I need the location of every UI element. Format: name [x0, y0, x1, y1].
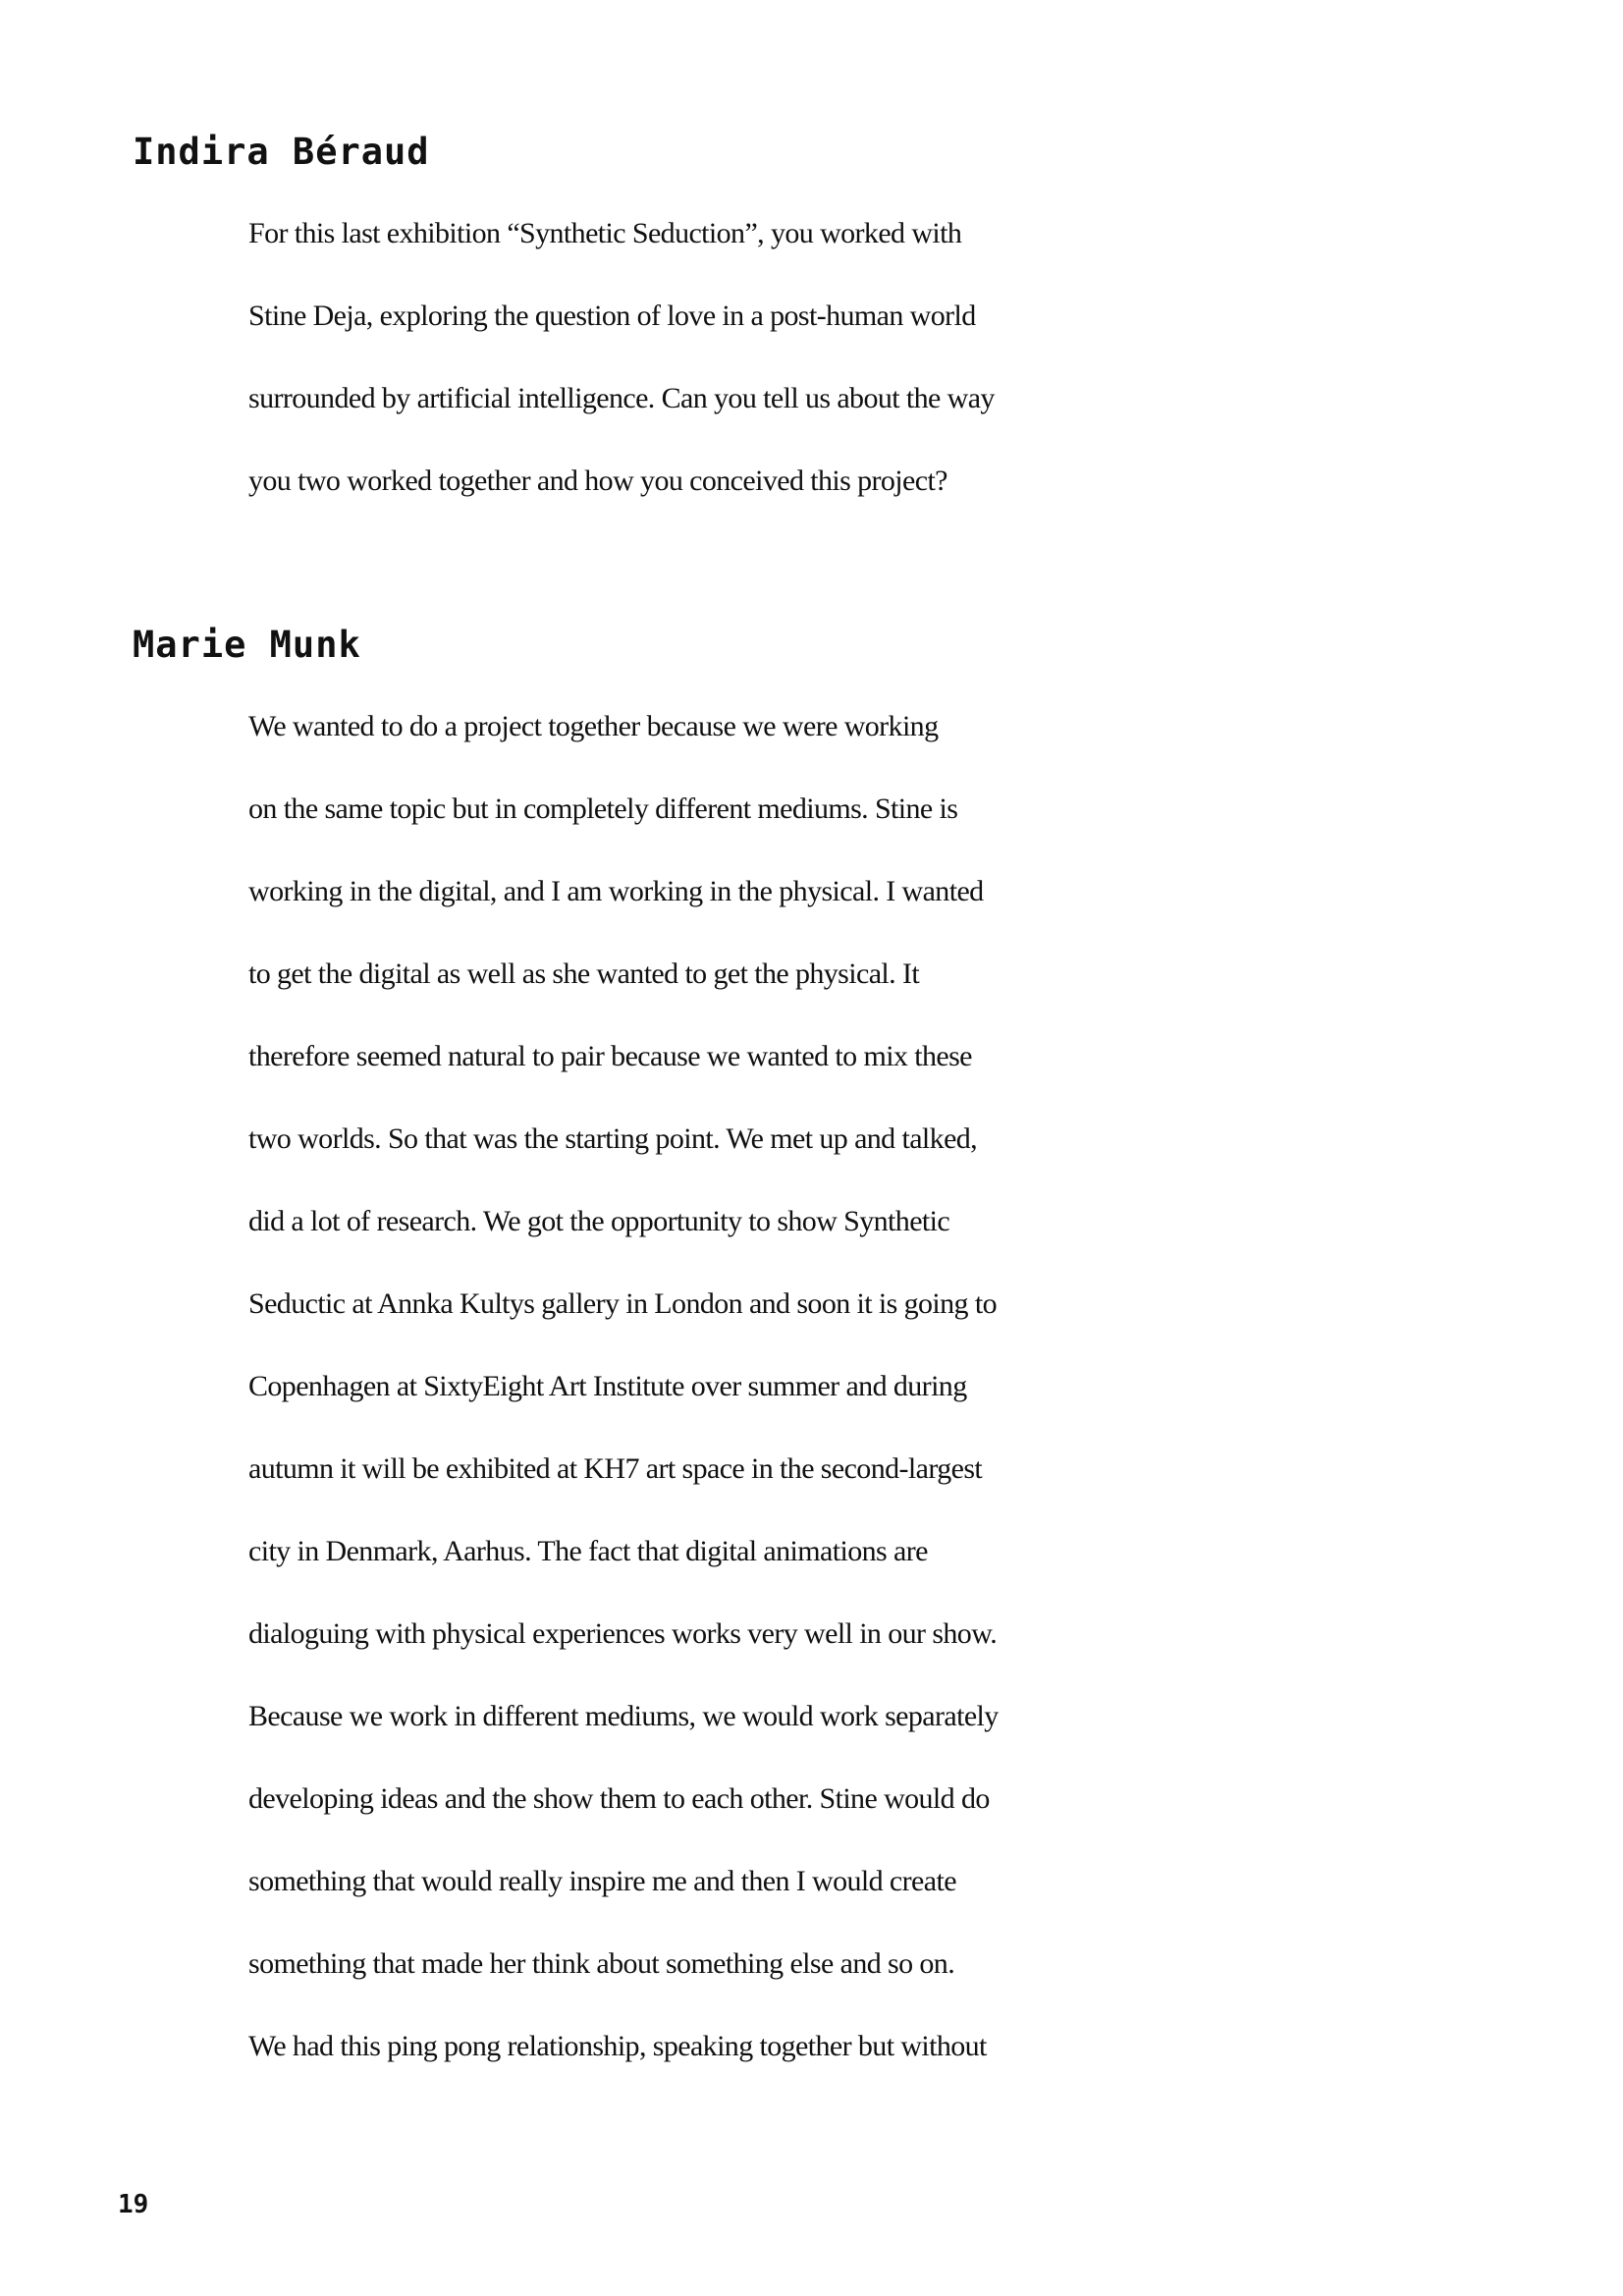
text-line: Stine Deja, exploring the question of love in a post-human world: [248, 300, 976, 332]
text-line: therefore seemed natural to pair because we wanted to mix these: [248, 1040, 972, 1072]
text-line: developing ideas and the show them to each other. Stine would do: [248, 1782, 990, 1815]
text-line: something that made her think about something else and so on.: [248, 1947, 955, 1980]
text-line: you two worked together and how you conceived this project?: [248, 465, 947, 497]
text-line: city in Denmark, Aarhus. The fact that digital animations are: [248, 1535, 928, 1567]
speaker-name-interviewer: Indira Béraud: [133, 131, 430, 173]
text-line: on the same topic but in completely different mediums. Stine is: [248, 793, 958, 825]
speaker-name-interviewee: Marie Munk: [133, 624, 361, 666]
text-line: surrounded by artificial intelligence. Can you tell us about the way: [248, 382, 995, 414]
text-line: something that would really inspire me and then I would create: [248, 1865, 956, 1897]
text-line: autumn it will be exhibited at KH7 art space in the second-largest: [248, 1452, 983, 1485]
text-line: dialoguing with physical experiences works very well in our show.: [248, 1617, 998, 1650]
text-line: did a lot of research. We got the opportunity to show Synthetic: [248, 1205, 950, 1237]
text-line: We had this ping pong relationship, speaking together but without: [248, 2030, 987, 2062]
page-number: 19: [118, 2190, 149, 2219]
text-line: Because we work in different mediums, we would work separately: [248, 1700, 999, 1732]
answer-paragraph: [248, 685, 1525, 2088]
question-paragraph: [248, 192, 1525, 522]
text-line: working in the digital, and I am working in the physical. I wanted: [248, 875, 984, 907]
text-line: Seductic at Annka Kultys gallery in London and soon it is going to: [248, 1287, 997, 1320]
text-line: Copenhagen at SixtyEight Art Institute over summer and during: [248, 1370, 967, 1402]
text-line: For this last exhibition “Synthetic Seduction”, you worked with: [248, 217, 962, 249]
text-line: two worlds. So that was the starting point. We met up and talked,: [248, 1122, 978, 1155]
text-line: to get the digital as well as she wanted to get the physical. It: [248, 957, 920, 990]
text-line: We wanted to do a project together because we were working: [248, 710, 939, 742]
